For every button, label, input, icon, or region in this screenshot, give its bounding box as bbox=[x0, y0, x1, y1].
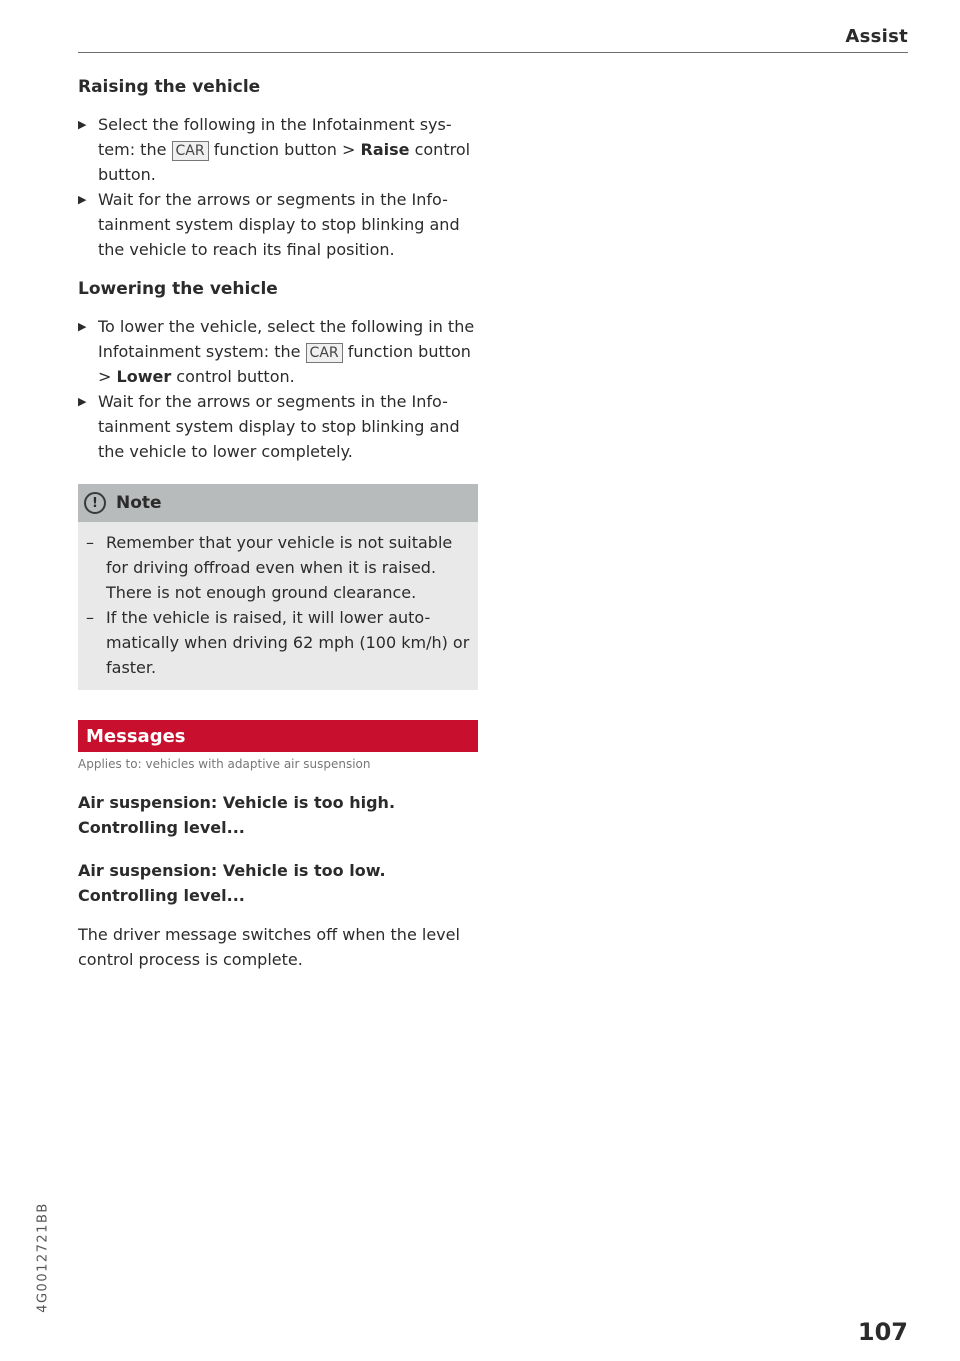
bullet-arrow-icon: ▶ bbox=[78, 320, 87, 333]
raising-steps bbox=[78, 112, 478, 262]
message-too-low: Air suspension: Vehicle is too low. Controlling level... bbox=[78, 861, 386, 905]
lowering-step-1: ▶ To lower the vehicle, select the following in the Infotainment system: the CAR function button > Lower control button. bbox=[78, 314, 478, 389]
bullet-arrow-icon: ▶ bbox=[78, 193, 87, 206]
bullet-arrow-icon: ▶ bbox=[78, 118, 87, 131]
section-label: Assist bbox=[845, 26, 908, 47]
note-box bbox=[78, 484, 478, 690]
lowering-heading: Lowering the vehicle bbox=[78, 279, 278, 299]
messages-body: The driver message switches off when the level control process is complete. bbox=[78, 925, 460, 969]
lowering-step-2: ▶ Wait for the arrows or segments in the Info-tainment system display to stop blinking and the vehicle to lower completely. bbox=[78, 389, 478, 464]
note-body bbox=[78, 522, 478, 690]
raising-step-1: ▶ Select the following in the Infotainment sys-tem: the CAR function button > Raise control button. bbox=[78, 112, 478, 187]
applies-to: Applies to: vehicles with adaptive air suspension bbox=[78, 757, 371, 771]
raising-heading: Raising the vehicle bbox=[78, 77, 261, 97]
info-exclamation-icon: ! bbox=[84, 492, 106, 514]
note-item: – If the vehicle is raised, it will lower auto-matically when driving 62 mph (100 km/h) or faster. bbox=[86, 608, 470, 677]
car-key-label: CAR bbox=[172, 141, 209, 161]
document-code: 4G0012721BB bbox=[35, 1202, 51, 1313]
raise-label: Raise bbox=[360, 140, 410, 159]
lowering-steps bbox=[78, 314, 478, 464]
raising-step-2: ▶ Wait for the arrows or segments in the Info-tainment system display to stop blinking and the vehicle to reach its final position. bbox=[78, 187, 478, 262]
messages-banner: Messages bbox=[78, 720, 478, 752]
bullet-arrow-icon: ▶ bbox=[78, 395, 87, 408]
note-title: Note bbox=[116, 493, 162, 513]
car-key-label: CAR bbox=[306, 343, 343, 363]
header-rule bbox=[78, 52, 908, 53]
lower-label: Lower bbox=[116, 367, 172, 386]
page-number: 107 bbox=[857, 1318, 908, 1346]
message-too-high: Air suspension: Vehicle is too high. Controlling level... bbox=[78, 793, 396, 837]
note-item: – Remember that your vehicle is not suitable for driving offroad even when it is raised. There is not enough ground clearance. bbox=[86, 533, 453, 602]
content-column bbox=[78, 74, 478, 972]
note-header bbox=[78, 484, 478, 522]
